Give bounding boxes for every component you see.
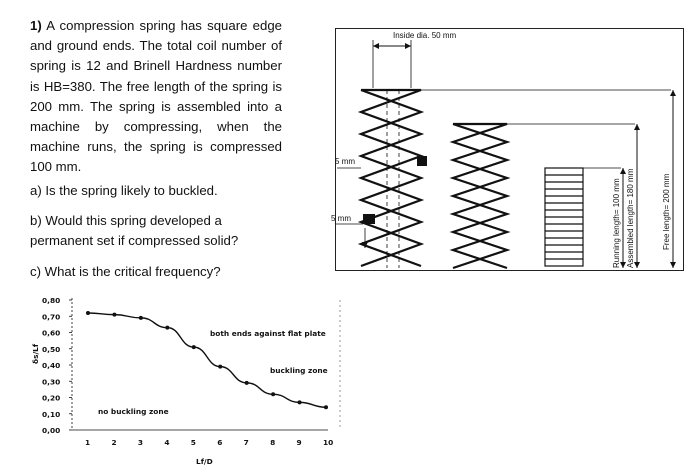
flat-plate-annotation: both ends against flat plate: [210, 329, 326, 338]
y-tick-label: 0,60: [42, 328, 61, 338]
data-point: [324, 405, 328, 409]
y-tick-label: 0,10: [42, 409, 61, 419]
x-tick-label: 6: [217, 438, 223, 447]
pitch-label-2: 5 mm: [331, 214, 351, 223]
no-buckling-zone-annotation: no buckling zone: [98, 407, 169, 416]
y-tick-label: 0,30: [42, 377, 61, 387]
x-tick-label: 10: [323, 438, 334, 447]
data-point: [245, 381, 249, 385]
inside-dia-label: Inside dia. 50 mm: [393, 31, 457, 40]
spring-figure: [331, 28, 684, 271]
data-point: [165, 326, 169, 330]
x-tick-label: 7: [243, 438, 249, 447]
sub-question-c: c) What is the critical frequency?: [30, 264, 221, 279]
y-tick-label: 0,50: [42, 344, 61, 354]
y-tick-label: 0,00: [42, 426, 61, 435]
buckling-zone-annotation: buckling zone: [270, 366, 328, 375]
buckling-chart: [28, 290, 348, 468]
data-point: [298, 400, 302, 404]
data-point: [112, 313, 116, 317]
x-tick-label: 4: [164, 438, 170, 447]
data-point: [271, 392, 275, 396]
data-point: [192, 345, 196, 349]
x-tick-label: 5: [190, 438, 196, 447]
sub-question-a: a) Is the spring likely to buckled.: [30, 183, 218, 198]
x-tick-label: 9: [296, 438, 302, 447]
x-tick-label: 1: [85, 438, 91, 447]
y-tick-label: 0,20: [42, 393, 61, 403]
x-axis-label: Lf/D: [196, 457, 213, 466]
series-line: [88, 313, 326, 407]
data-point: [218, 365, 222, 369]
y-tick-label: 0,80: [42, 296, 61, 305]
y-tick-label: 0,40: [42, 361, 61, 370]
question-number: 1): [30, 18, 42, 33]
y-tick-label: 0,70: [42, 312, 61, 322]
x-tick-label: 8: [270, 438, 276, 447]
x-tick-label: 3: [137, 438, 144, 447]
assembled-length-label: Assembled length= 180 mm: [626, 168, 635, 268]
question-body: A compression spring has square edge and ground ends. The total coil number of spring is 12 and Brinell Hardness number is HB=380. The free length of the spring is 200 mm. The spring is assembled into a machine by compressing, when the machine runs, the spring is compressed 100 mm.: [30, 18, 282, 175]
running-length-label: Running length= 100 mm: [612, 178, 621, 268]
y-axis-label: δs/Lf: [31, 343, 40, 364]
question-text: [30, 16, 282, 178]
free-length-label: Free length= 200 mm: [662, 173, 671, 250]
sub-question-b: b) Would this spring developed a permanent set if compressed solid?: [30, 213, 239, 249]
data-point: [139, 316, 143, 320]
x-tick-label: 2: [111, 438, 117, 447]
pitch-label-1: 5 mm: [335, 157, 355, 166]
data-point: [86, 311, 90, 315]
